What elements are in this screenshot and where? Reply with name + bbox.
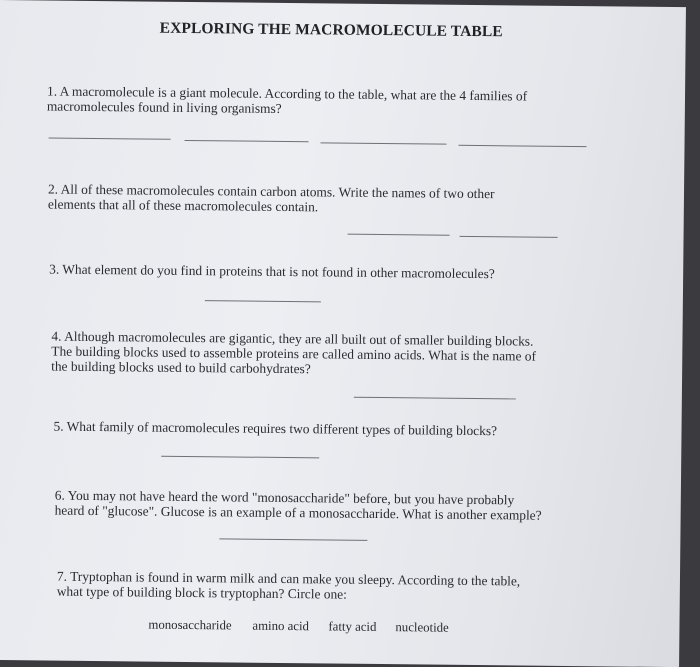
answer-blank-6[interactable] bbox=[219, 538, 367, 541]
question-4 bbox=[51, 329, 536, 379]
worksheet-title: EXPLORING THE MACROMOLECULE TABLE bbox=[159, 19, 503, 41]
question-2-line-2: elements that all of these macromolecules contain. bbox=[47, 196, 319, 215]
question-1-line-2: macromolecules found in living organisms? bbox=[46, 98, 282, 116]
answer-blank-4[interactable] bbox=[354, 397, 516, 400]
question-6-line-2: heard of "glucose". Glucose is an example of a monosaccharide. What is another example? bbox=[54, 502, 542, 523]
question-7-line-2: what type of building block is tryptophan? Circle one: bbox=[56, 583, 347, 602]
question-4-line-1: 4. Although macromolecules are gigantic, they are all built out of smaller building blocks. bbox=[51, 328, 534, 349]
question-6-line-1: 6. You may not have heard the word "monosaccharide" before, but you have probably bbox=[54, 487, 515, 508]
question-5-line-1: 5. What family of macromolecules requires two different types of building blocks? bbox=[53, 418, 498, 439]
choice-amino-acid[interactable]: amino acid bbox=[252, 618, 310, 634]
question-1-line-1: 1. A macromolecule is a giant molecule. According to the table, what are the 4 families of bbox=[46, 83, 528, 104]
choice-monosaccharide[interactable]: monosaccharide bbox=[148, 617, 232, 633]
choice-nucleotide[interactable]: nucleotide bbox=[395, 620, 449, 635]
question-2 bbox=[48, 182, 495, 217]
question-3 bbox=[49, 262, 495, 282]
question-2-line-1: 2. All of these macromolecules contain carbon atoms. Write the names of two other bbox=[47, 181, 495, 202]
question-1 bbox=[47, 83, 527, 118]
answer-blank-5[interactable] bbox=[161, 456, 319, 459]
question-3-line-1: 3. What element do you find in proteins that is not found in other macromolecules? bbox=[49, 261, 495, 282]
answer-blank-2b[interactable] bbox=[460, 236, 558, 238]
answer-blank-1c[interactable] bbox=[321, 142, 447, 144]
question-4-line-2: The building blocks used to assemble proteins are called amino acids. What is the name of bbox=[51, 343, 537, 364]
answer-blank-3[interactable] bbox=[205, 300, 321, 302]
answer-blank-1b[interactable] bbox=[185, 140, 309, 142]
question-6 bbox=[55, 488, 542, 523]
choice-fatty-acid[interactable]: fatty acid bbox=[328, 619, 377, 634]
answer-blank-2a[interactable] bbox=[348, 234, 450, 236]
question-4-line-3: the building blocks used to build carbohydrates? bbox=[51, 358, 311, 377]
question-7 bbox=[57, 569, 521, 604]
answer-blank-1a[interactable] bbox=[49, 138, 171, 140]
question-7-line-1: 7. Tryptophan is found in warm milk and can make you sleepy. According to the table, bbox=[56, 568, 521, 589]
answer-blank-1d[interactable] bbox=[458, 145, 586, 147]
question-5 bbox=[53, 419, 497, 439]
